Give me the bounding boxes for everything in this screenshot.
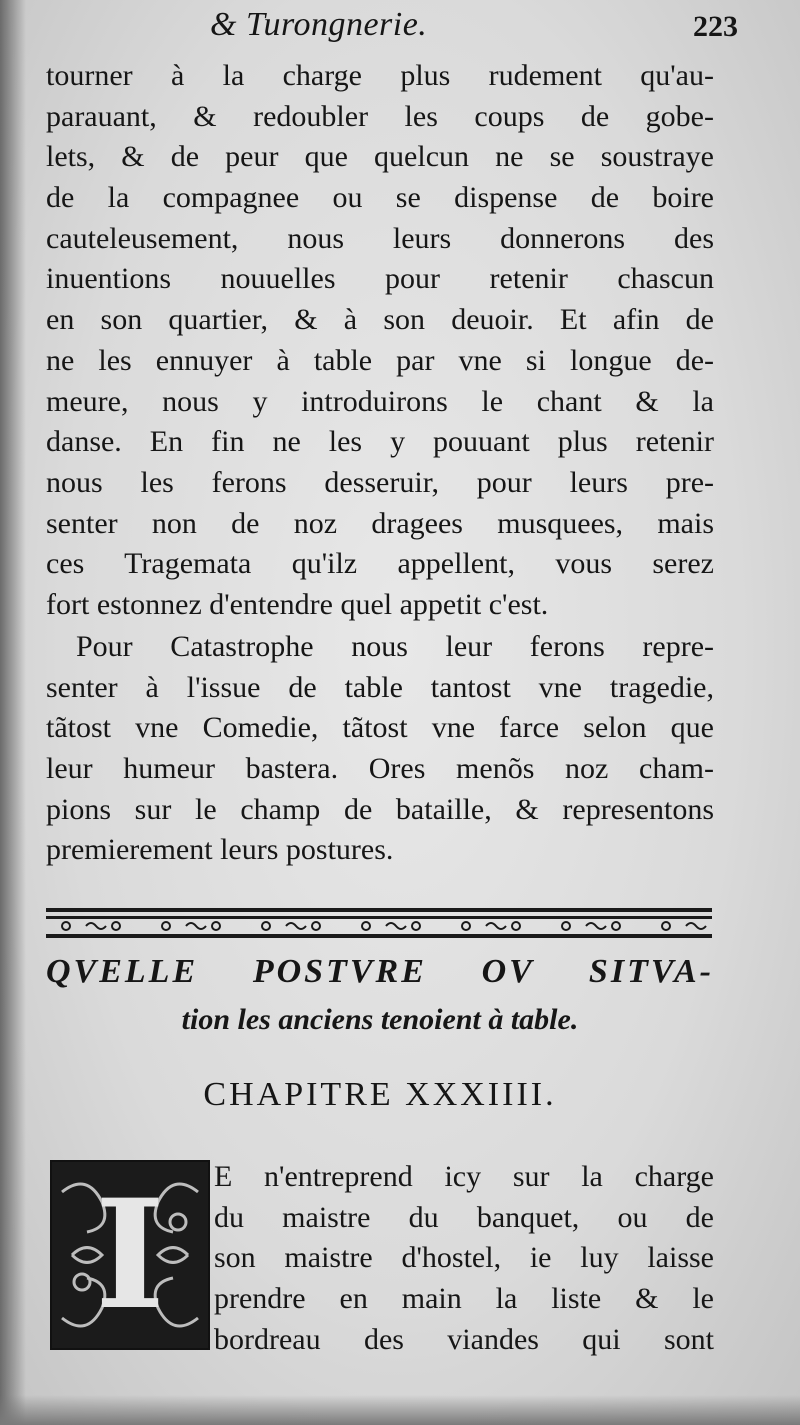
text-line: E n'entreprend icy sur la charge (214, 1160, 714, 1193)
text-line: cauteleusement, nous leurs donnerons des (46, 221, 714, 255)
text-line: fort estonnez d'entendre quel appetit c'est. (46, 587, 549, 621)
section-heading (46, 947, 714, 1043)
chapter-title: CHAPITRE XXXIIII. (203, 1076, 557, 1113)
text-line: tãtost vne Comedie, tãtost vne farce selon que (46, 711, 714, 745)
paragraph-2 (46, 627, 714, 871)
heading-line-1: QVELLE POSTVRE OV SITVA- (46, 953, 714, 990)
text-line: leur humeur bastera. Ores menõs noz cham- (46, 752, 714, 786)
text-line: nous les ferons desseruir, pour leurs pre- (46, 465, 714, 499)
running-title: & Turongnerie. (210, 6, 428, 43)
text-line: parauant, & redoubler les coups de gobe- (46, 99, 714, 133)
text-line: danse. En fin ne les y pouuant plus retenir (46, 425, 714, 459)
page-header (210, 6, 738, 46)
text-line: bordreau des viandes qui sont (214, 1322, 714, 1356)
paragraph-1 (46, 56, 714, 626)
page-number: 223 (693, 10, 738, 43)
text-line: de la compagnee ou se dispense de boire (46, 181, 714, 215)
text-line: inuentions nouuelles pour retenir chascun (46, 262, 714, 296)
text-line: meure, nous y introduirons le chant & la (46, 384, 714, 418)
text-line: Pour Catastrophe nous leur ferons repre- (76, 630, 714, 663)
text-line: tourner à la charge plus rudement qu'au- (46, 59, 714, 92)
text-line: senter non de noz dragees musquees, mais (46, 506, 714, 540)
ornamental-border (46, 906, 712, 940)
text-line: senter à l'issue de table tantost vne tragedie, (46, 670, 714, 704)
text-line: premierement leurs postures. (46, 833, 394, 867)
paragraph-3 (214, 1157, 714, 1360)
text-line: du maistre du banquet, ou de (214, 1200, 714, 1234)
initial-letter: I (94, 1167, 166, 1343)
text-line: en son quartier, & à son deuoir. Et afin de (46, 303, 714, 337)
text-line: ces Tragemata qu'ilz appellent, vous serez (46, 547, 714, 581)
text-line: ne les ennuyer à table par vne si longue de- (46, 343, 714, 377)
bottom-edge-shadow (0, 1395, 800, 1425)
text-line: prendre en main la liste & le (214, 1282, 714, 1316)
text-line: pions sur le champ de bataille, & representons (46, 792, 714, 826)
decorated-initial (50, 1160, 210, 1350)
text-line: lets, & de peur que quelcun ne se soustraye (46, 140, 714, 174)
text-line: son maistre d'hostel, ie luy laisse (214, 1241, 714, 1275)
heading-line-2: tion les anciens tenoient à table. (181, 1003, 579, 1036)
gutter-shadow (0, 0, 26, 1425)
